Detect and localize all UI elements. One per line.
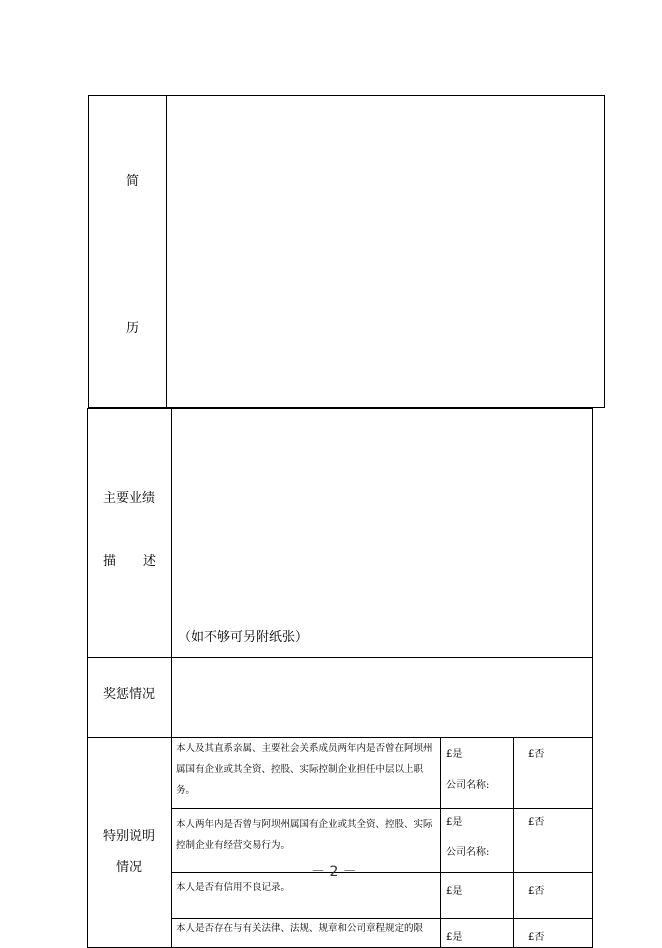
achievements-note: （如不够可另附纸张） (178, 630, 309, 645)
special-row3-text: 本人是否有信用不良记录。 (176, 882, 291, 893)
special-row2-yes[interactable]: £是 (446, 817, 463, 828)
special-row1-text: 本人及其直系亲属、主要社会关系成员两年内是否曾在阿坝州属国有企业或其全资、控股、实际控制企业担任中层以上职务。 (176, 743, 433, 796)
special-row1-line (171, 808, 593, 809)
resume-label-bottom: 历 (126, 321, 140, 336)
special-row2-no[interactable]: £否 (528, 817, 545, 828)
special-row1-no[interactable]: £否 (528, 749, 545, 760)
rewards-content-area[interactable] (173, 658, 592, 736)
special-row2-text: 本人两年内是否曾与阿坝州属国有企业或其全资、控股、实际控制企业有经营交易行为。 (176, 819, 433, 851)
special-row2-company: 公司名称: (446, 847, 490, 858)
special-label-line1: 特别说明 (103, 829, 156, 844)
special-row3-no[interactable]: £否 (528, 886, 545, 897)
special-row4-text: 本人是否存在与有关法律、法规、规章和公司章程规定的限 (176, 923, 424, 934)
achievements-label-line2-a: 描 (103, 554, 117, 569)
special-yes-divider (440, 737, 441, 948)
page-number: － 2 － (311, 864, 357, 880)
details-label-divider (171, 408, 172, 948)
rewards-label: 奖惩情况 (103, 687, 156, 702)
special-row1-company: 公司名称: (446, 780, 490, 791)
resume-content-area[interactable] (168, 96, 604, 407)
special-row4-no[interactable]: £否 (528, 932, 545, 943)
special-row4-yes[interactable]: £是 (446, 932, 463, 943)
special-row1-yes[interactable]: £是 (446, 749, 463, 760)
special-label-line2: 情况 (116, 860, 143, 875)
resume-divider (166, 95, 167, 408)
achievements-content-area[interactable] (173, 409, 592, 619)
resume-label-top: 简 (126, 174, 140, 189)
achievements-label-line1: 主要业绩 (103, 491, 156, 506)
special-no-divider (513, 737, 514, 948)
special-row2-line (171, 872, 593, 873)
special-row3-yes[interactable]: £是 (446, 886, 463, 897)
achievements-label-line2-b: 述 (143, 554, 157, 569)
